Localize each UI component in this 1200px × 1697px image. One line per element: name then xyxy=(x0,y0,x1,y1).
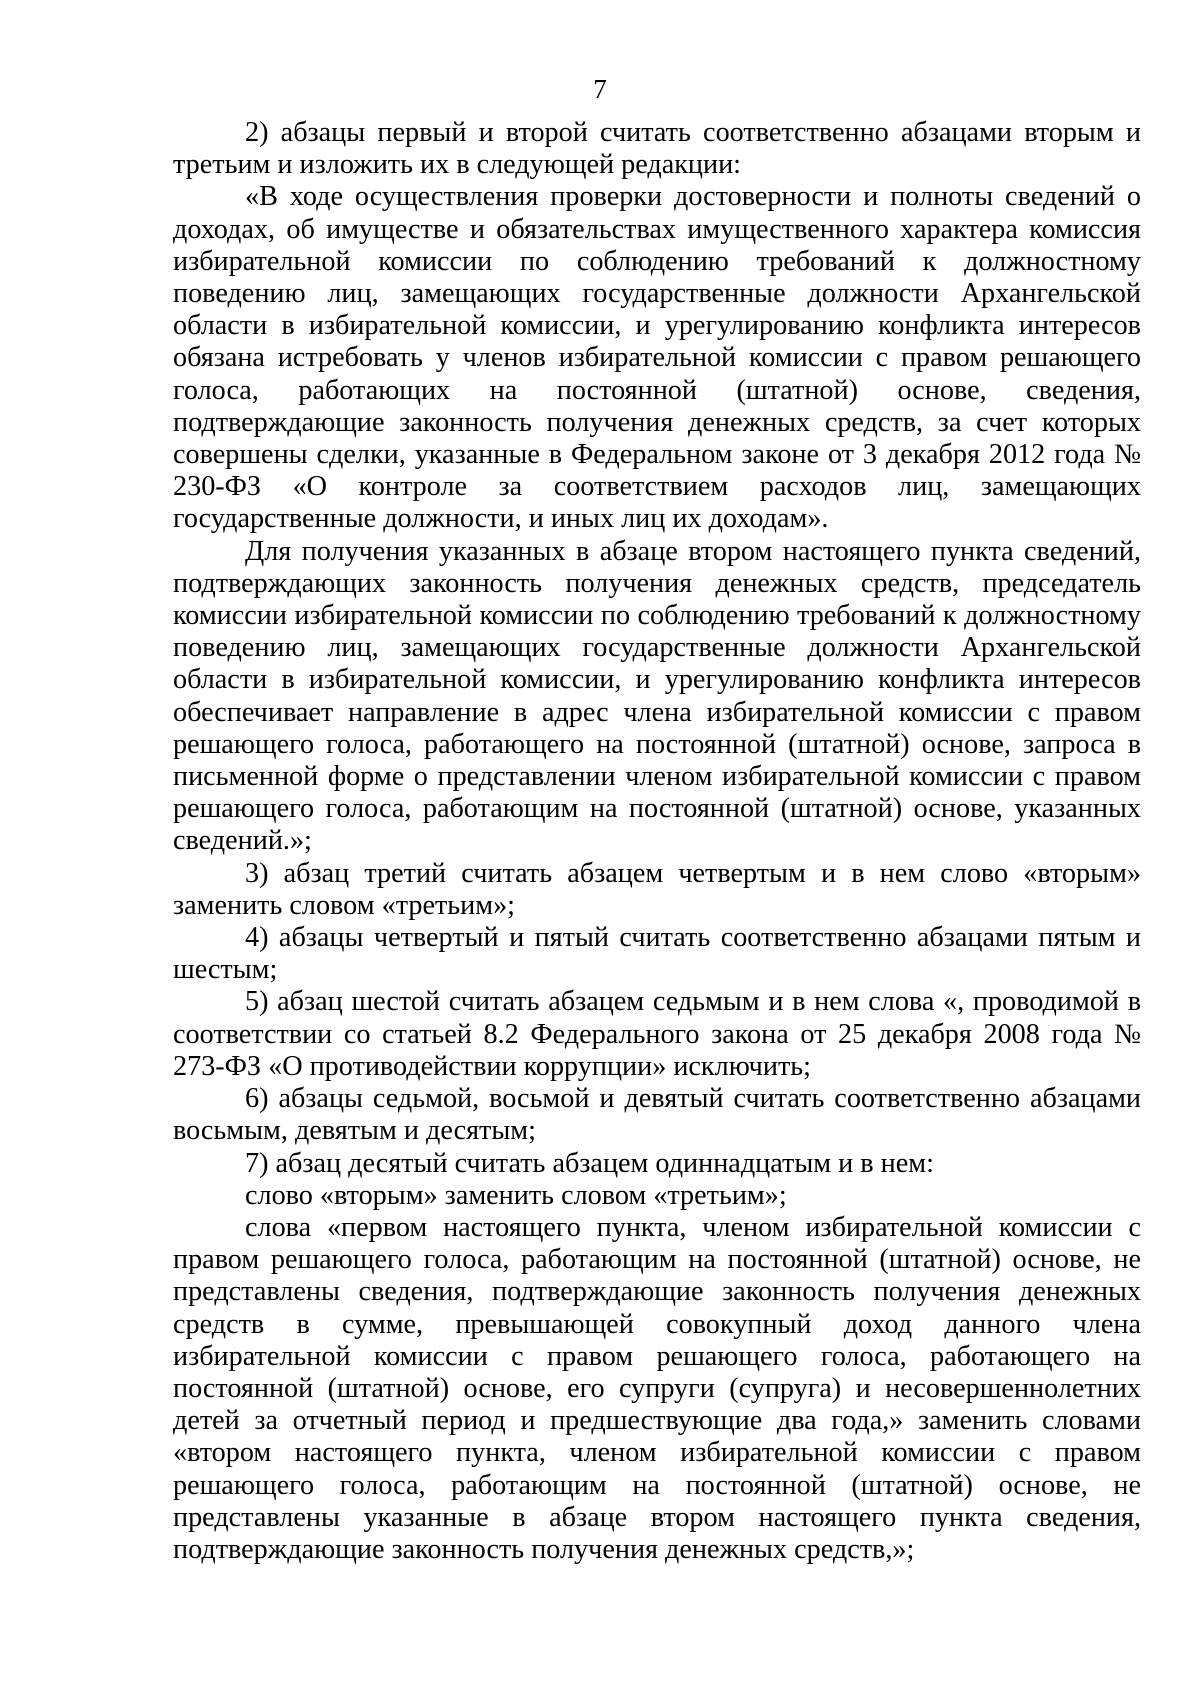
paragraph-item-7-words-change: слова «первом настоящего пункта, членом избирательной комиссии с правом решающего голоса, работающим на постоянной (штатной) основе, не представлены сведения, подтверждающие законность получения денежных средств в сумме, превышающей совокупный доход данного члена избирательной комиссии с правом решающего голоса, работающего на постоянной (штатной) основе, его супруги (супруга) и несовершеннолетних детей за отчетный период и предшествующие два года,» заменить словами «втором настоящего пункта, членом избирательной комиссии с правом решающего голоса, работающим на постоянной (штатной) основе, не представлены указанные в абзаце втором настоящего пункта сведения, подтверждающие законность получения денежных средств,»; xyxy=(173,1211,1141,1565)
paragraph-item-4: 4) абзацы четвертый и пятый считать соответственно абзацами пятым и шестым; xyxy=(173,922,1141,986)
paragraph-quoted-verification: «В ходе осуществления проверки достоверности и полноты сведений о доходах, об имуществе и обязательствах имущественного характера комиссия избирательной комиссии по соблюдению требований к должностному поведению лиц, замещающих государственные должности Архангельской области в избирательной комиссии, и урегулированию конфликта интересов обязана истребовать у членов избирательной комиссии с правом решающего голоса, работающих на постоянной (штатной) основе, сведения, подтверждающие законность получения денежных средств, за счет которых совершены сделки, указанные в Федеральном законе от 3 декабря 2012 года № 230-ФЗ «О контроле за соответствием расходов лиц, замещающих государственные должности, и иных лиц их доходам». xyxy=(173,181,1141,535)
document-body xyxy=(173,117,1141,1566)
paragraph-item-2: 2) абзацы первый и второй считать соответственно абзацами вторым и третьим и изложить их в следующей редакции: xyxy=(173,117,1141,181)
paragraph-item-3: 3) абзац третий считать абзацем четвертым и в нем слово «вторым» заменить словом «третьим»; xyxy=(173,857,1141,921)
paragraph-item-7: 7) абзац десятый считать абзацем одиннадцатым и в нем: xyxy=(245,1147,934,1179)
paragraph-item-5: 5) абзац шестой считать абзацем седьмым и в нем слова «, проводимой в соответствии со статьей 8.2 Федерального закона от 25 декабря 2008 года № 273-ФЗ «О противодействии коррупции» исключить; xyxy=(173,986,1141,1082)
paragraph-item-7-word-change: слово «вторым» заменить словом «третьим»; xyxy=(245,1179,787,1211)
paragraph-item-6: 6) абзацы седьмой, восьмой и девятый считать соответственно абзацами восьмым, девятым и десятым; xyxy=(173,1083,1141,1147)
paragraph-quoted-request: Для получения указанных в абзаце втором настоящего пункта сведений, подтверждающих законность получения денежных средств, председатель комиссии избирательной комиссии по соблюдению требований к должностному поведению лиц, замещающих государственные должности Архангельской области в избирательной комиссии, и урегулированию конфликта интересов обеспечивает направление в адрес члена избирательной комиссии с правом решающего голоса, работающего на постоянной (штатной) основе, запроса в письменной форме о представлении членом избирательной комиссии с правом решающего голоса, работающим на постоянной (штатной) основе, указанных сведений.»; xyxy=(173,535,1141,857)
page-number: 7 xyxy=(593,74,607,104)
